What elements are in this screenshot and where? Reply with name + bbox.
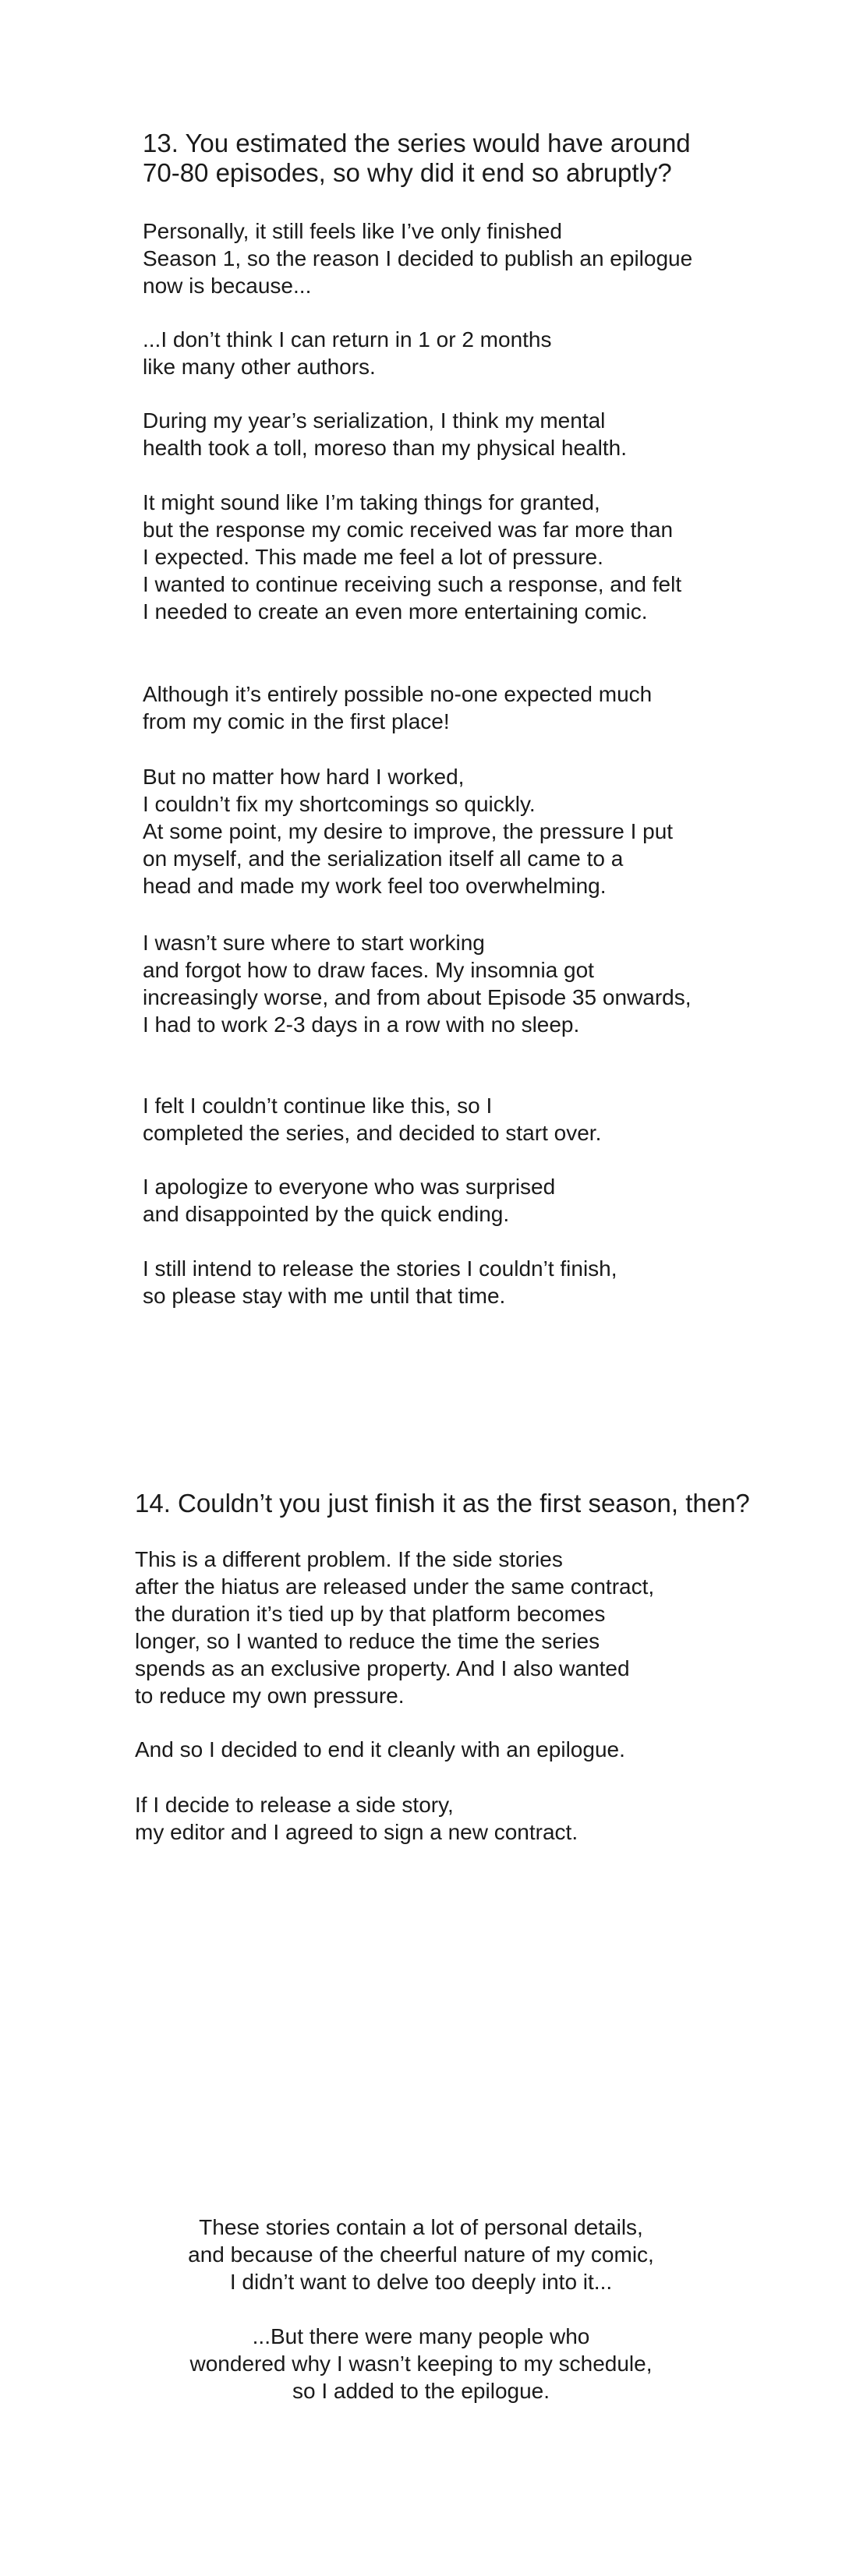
paragraph: I still intend to release the stories I couldn’t finish, so please stay with me until that time.: [143, 1256, 617, 1308]
paragraph: I felt I couldn’t continue like this, so I completed the series, and decided to start over.: [143, 1094, 602, 1145]
paragraph: I wasn’t sure where to start working and forgot how to draw faces. My insomnia got increasingly worse, and from about Episode 35 onwards, I had to work 2-3 days in a row with no sleep.: [143, 931, 692, 1037]
paragraph: But no matter how hard I worked, I couldn’t fix my shortcomings so quickly. At some point, my desire to improve, the pressure I put on myself, and the serialization itself all came to a head and made my work feel too overwhelming.: [143, 765, 674, 898]
paragraph: It might sound like I’m taking things for granted, but the response my comic received was far more than I expected. This made me feel a lot of pressure. I wanted to continue receiving such a response, and felt I needed to create an even more entertaining comic.: [143, 490, 682, 624]
paragraph: During my year’s serialization, I think my mental health took a toll, moreso than my physical health.: [143, 408, 628, 460]
question-14-heading: 14. Couldn’t you just finish it as the first season, then?: [135, 1489, 750, 1518]
paragraph: I apologize to everyone who was surprised and disappointed by the quick ending.: [143, 1175, 556, 1226]
paragraph: And so I decided to end it cleanly with an epilogue.: [135, 1737, 625, 1762]
question-13-heading: 13. You estimated the series would have around 70-80 episodes, so why did it end so abruptly?: [143, 129, 691, 187]
paragraph: ...I don’t think I can return in 1 or 2 months like many other authors.: [143, 327, 552, 379]
closing-paragraph: These stories contain a lot of personal details, and because of the cheerful nature of my comic, I didn’t want to delve too deeply into it...: [188, 2215, 654, 2294]
paragraph: This is a different problem. If the side stories after the hiatus are released under the same contract, the duration it’s tied up by that platform becomes longer, so I wanted to reduce the time the series spends as an exclusive property. And I also wanted to reduce my own pressure.: [135, 1547, 655, 1708]
paragraph: Personally, it still feels like I’ve only finished Season 1, so the reason I decided to publish an epilogue now is because...: [143, 219, 693, 298]
paragraph: If I decide to release a side story, my editor and I agreed to sign a new contract.: [135, 1793, 578, 1844]
closing-paragraph: ...But there were many people who wondered why I wasn’t keeping to my schedule, so I added to the epilogue.: [189, 2324, 653, 2403]
paragraph: Although it’s entirely possible no-one expected much from my comic in the first place!: [143, 682, 653, 733]
